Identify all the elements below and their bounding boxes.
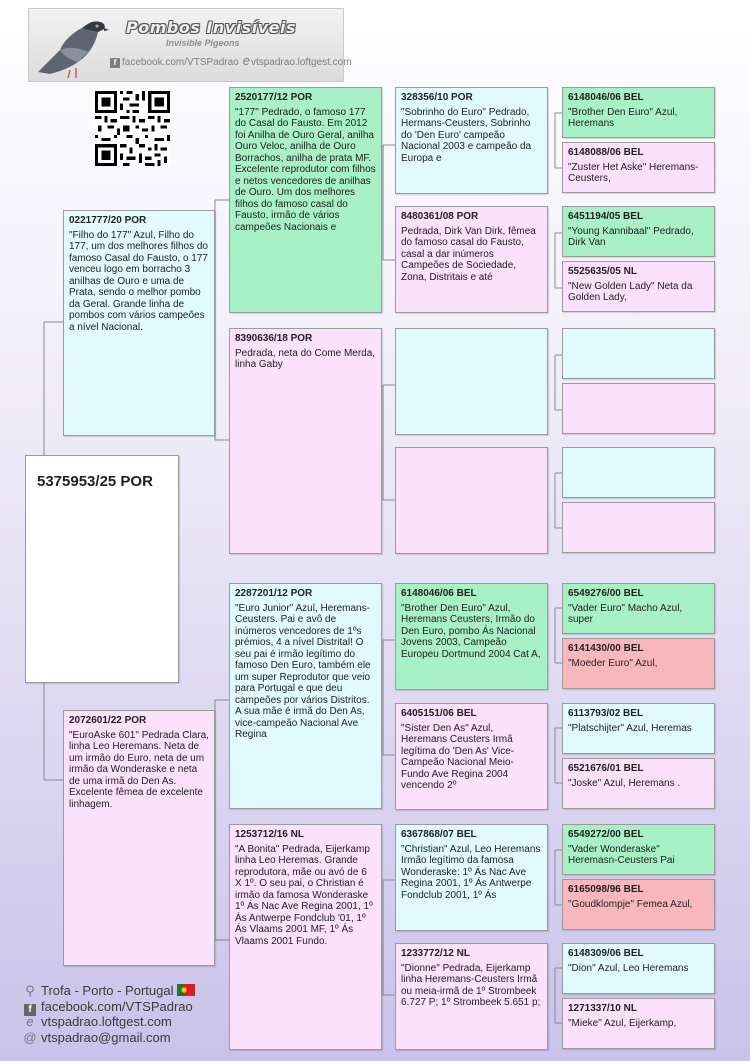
gen5-card-3[interactable] xyxy=(562,206,715,257)
location-pin-icon: ⚲ xyxy=(25,983,35,998)
footer-email-link[interactable]: vtspadrao@gmail.com xyxy=(41,1029,171,1045)
gen5-card-16[interactable] xyxy=(562,998,715,1049)
sds-card-empty[interactable] xyxy=(395,328,548,435)
dsd-card[interactable] xyxy=(395,703,548,810)
gen5-card-5-empty[interactable] xyxy=(562,328,715,379)
footer-email-row xyxy=(22,1030,272,1046)
pigeon-logo-icon xyxy=(30,10,110,80)
header-title: Pombos Invisíveis xyxy=(126,18,296,37)
gen5-description: "Mieke" Azul, Eijerkamp, xyxy=(568,1017,677,1029)
gen5-ring: 6521676/01 BEL xyxy=(568,763,644,774)
dam-sire-card[interactable] xyxy=(229,583,382,809)
gen5-description: "Goudklompje" Femea Azul, xyxy=(568,898,693,910)
gen5-ring: 6148046/06 BEL xyxy=(568,92,644,103)
gen5-card-2[interactable] xyxy=(562,142,715,193)
dam-sire-description: "Euro Junior" Azul, Heremans-Ceusters. Pai e avô de inúmeros vencedores de 1ºs prémios, 4 a nível Distrital! O seu pai é irmão legítimo do famoso Den Euro, também ele um super Reprodutor que veio para Portugal e que deu campeões por vários Distritos. A sua mãe é irmã do Den As, vice-campeão Nacional Ave Regina xyxy=(235,602,371,740)
gen5-card-15[interactable] xyxy=(562,943,715,994)
sss-card[interactable] xyxy=(395,87,548,194)
gen5-card-8-empty[interactable] xyxy=(562,502,715,553)
footer-location-row xyxy=(22,983,272,999)
footer-facebook-row xyxy=(22,999,272,1015)
website-icon: e xyxy=(26,1014,34,1029)
gen5-card-6-empty[interactable] xyxy=(562,383,715,434)
footer-facebook-link[interactable]: facebook.com/VTSPadrao xyxy=(41,998,193,1014)
subject-bird[interactable] xyxy=(25,455,179,683)
sire-card[interactable] xyxy=(63,210,215,436)
gen5-card-11[interactable] xyxy=(562,703,715,754)
gen5-description: "Brother Den Euro" Azul, Heremans xyxy=(568,106,678,129)
gen5-description: "Joske" Azul, Heremans . xyxy=(568,777,681,789)
subject-ring: 5375953/25 POR xyxy=(37,473,153,490)
header-subtitle: Invisible Pigeons xyxy=(166,38,240,48)
dam-sire-ring: 2287201/12 POR xyxy=(235,588,313,599)
dds-ring: 6367868/07 BEL xyxy=(401,829,477,840)
ddd-description: "Dionne" Pedrada, Eijerkamp linha Heremans-Ceusters Irmã ou meia-irmã de 1º Strombeek 6.727 P; 1º Strombeek 5.651 p; xyxy=(401,962,541,1008)
dsd-description: "Sister Den As" Azul, Heremans Ceusters Irmã legítima do 'Den As' Vice-Campeão Nacional Meio-Fundo Ave Regina 2004 vencendo 2º xyxy=(401,722,515,791)
dss-card[interactable] xyxy=(395,583,548,690)
dam-description: "EuroAske 601" Pedrada Clara, linha Leo Heremans. Neta de um irmão do Euro, neta de um irmão da Wonderaske e neta de uma irmã do Den As. Excelente fêmea de excelente linhagem. xyxy=(69,729,209,810)
gen5-card-14[interactable] xyxy=(562,879,715,930)
ddd-ring: 1233772/12 NL xyxy=(401,948,470,959)
facebook-icon: f xyxy=(24,1004,36,1016)
dsd-ring: 6405151/06 BEL xyxy=(401,708,477,719)
footer-site-row xyxy=(22,1014,272,1030)
ssd-description: Pedrada, Dirk Van Dirk, fêmea do famoso casal do Fausto, casal a dar inúmeros Campeões de Sociedade, Zona, Distritais e até xyxy=(401,225,536,283)
dam-ring: 2072601/22 POR xyxy=(69,715,147,726)
ssd-card[interactable] xyxy=(395,206,548,313)
gen5-description: "Young Kannibaal" Pedrado, Dirk Van xyxy=(568,225,694,248)
gen5-card-13[interactable] xyxy=(562,824,715,875)
dss-description: "Brother Den Euro" Azul, Heremans Ceusters, Irmão do Den Euro, pombo Ás Nacional Jovens 2003, Campeão Europeu Dortmund 2004 Cat A, xyxy=(401,602,541,660)
gen5-description: "Vader Wonderaske" Heremasn-Ceusters Pai xyxy=(568,843,675,866)
gen5-ring: 6148309/06 BEL xyxy=(568,948,644,959)
dss-ring: 6148046/06 BEL xyxy=(401,588,477,599)
sire-dam-ring: 8390636/18 POR xyxy=(235,333,313,344)
footer-location: Trofa - Porto - Portugal xyxy=(41,983,174,998)
sss-ring: 328356/10 POR xyxy=(401,92,473,103)
gen5-card-1[interactable] xyxy=(562,87,715,138)
ddd-card[interactable] xyxy=(395,943,548,1050)
gen5-description: "New Golden Lady" Neta da Golden Lady, xyxy=(568,280,693,303)
gen5-card-9[interactable] xyxy=(562,583,715,634)
gen5-card-12[interactable] xyxy=(562,758,715,809)
gen5-description: "Moeder Euro" Azul, xyxy=(568,657,658,669)
dam-dam-description: "A Bonita" Pedrada, Eijerkamp linha Leo Heremas. Grande reprodutora, mãe ou avó de 6 X 1º. O seu pai, o Christian é irmão da famosa Wonderaske 1º Ás Nac Ave Regina 2001, 1º Ás Antwerpe Fondclub '01, 1º Ás Vlaams 2001 MF, 1º Ás Vlaams 2001 Fundo. xyxy=(235,843,373,947)
contact-footer xyxy=(22,983,272,1045)
gen5-description: "Dion" Azul, Leo Heremans xyxy=(568,962,689,974)
qr-code[interactable] xyxy=(92,88,170,166)
dam-card[interactable] xyxy=(63,710,215,966)
gen5-card-4[interactable] xyxy=(562,261,715,312)
facebook-icon: f xyxy=(110,58,120,68)
sire-dam-description: Pedrada, neta do Come Merda, linha Gaby xyxy=(235,347,376,370)
gen5-ring: 6549276/00 BEL xyxy=(568,588,644,599)
gen5-card-10[interactable] xyxy=(562,638,715,689)
header-facebook-link[interactable]: facebook.com/VTSPadrao xyxy=(122,57,239,68)
sire-sire-description: "177" Pedrado, o famoso 177 do Casal do Fausto. Em 2012 foi Anilha de Ouro Geral, anilha Ouro Veloc, anilha de Ouro Borrachos, anilha de prata MF. Excelente reprodutor com filhos e netos vencedores de anilhas de Ouro. Um dos melhores filhos do famoso casal do Fausto, irmão de vários campeões Nacionais e xyxy=(235,106,376,233)
sire-sire-card[interactable] xyxy=(229,87,382,313)
gen5-card-7-empty[interactable] xyxy=(562,447,715,498)
gen5-ring: 1271337/10 NL xyxy=(568,1003,637,1014)
sire-sire-ring: 2520177/12 POR xyxy=(235,92,313,103)
sire-dam-card[interactable] xyxy=(229,328,382,554)
gen5-ring: 6165098/96 BEL xyxy=(568,884,644,895)
gen5-ring: 6148088/06 BEL xyxy=(568,147,644,158)
dds-card[interactable] xyxy=(395,824,548,931)
gen5-description: "Vader Euro" Macho Azul, super xyxy=(568,602,683,625)
email-at-icon: @ xyxy=(23,1029,37,1045)
footer-site-link[interactable]: vtspadrao.loftgest.com xyxy=(41,1014,172,1029)
header-links xyxy=(110,53,352,68)
website-icon: e xyxy=(242,53,250,68)
gen5-ring: 6451194/05 BEL xyxy=(568,211,644,222)
gen5-ring: 5525635/05 NL xyxy=(568,266,637,277)
dds-description: "Christian" Azul, Leo Heremans Irmão legítimo da famosa Wonderaske: 1º Ás Nac Ave Regina 2001, 1º Ás Antwerpe Fondclub 2001, 1º Ás xyxy=(401,843,541,901)
sdd-card-empty[interactable] xyxy=(395,447,548,554)
header-site-link[interactable]: vtspadrao.loftgest.com xyxy=(250,57,352,68)
gen5-ring: 6549272/00 BEL xyxy=(568,829,644,840)
sire-ring: 0221777/20 POR xyxy=(69,215,147,226)
gen5-description: "Zuster Het Aske" Heremans-Ceusters, xyxy=(568,161,699,184)
gen5-ring: 6113793/02 BEL xyxy=(568,708,644,719)
gen5-description: "Platschijter" Azul, Heremas xyxy=(568,722,692,734)
sss-description: "Sobrinho do Euro" Pedrado, Hermans-Ceusters, Sobrinho do 'Den Euro' campeão Nacional 2003 e campeão da Europa e xyxy=(401,106,532,164)
sire-description: "Filho do 177" Azul, Filho do 177, um dos melhores filhos do famoso Casal do Fausto, o 177 venceu logo em borracho 3 anilhas de Ouro e uma de Prata, sendo o melhor pombo da Geral. Grande linha de pombos com vários campeões a nível Nacional. xyxy=(69,229,208,333)
gen5-ring: 6141430/00 BEL xyxy=(568,643,644,654)
ssd-ring: 8480361/08 POR xyxy=(401,211,479,222)
dam-dam-ring: 1253712/16 NL xyxy=(235,829,304,840)
portugal-flag-icon xyxy=(177,984,195,996)
